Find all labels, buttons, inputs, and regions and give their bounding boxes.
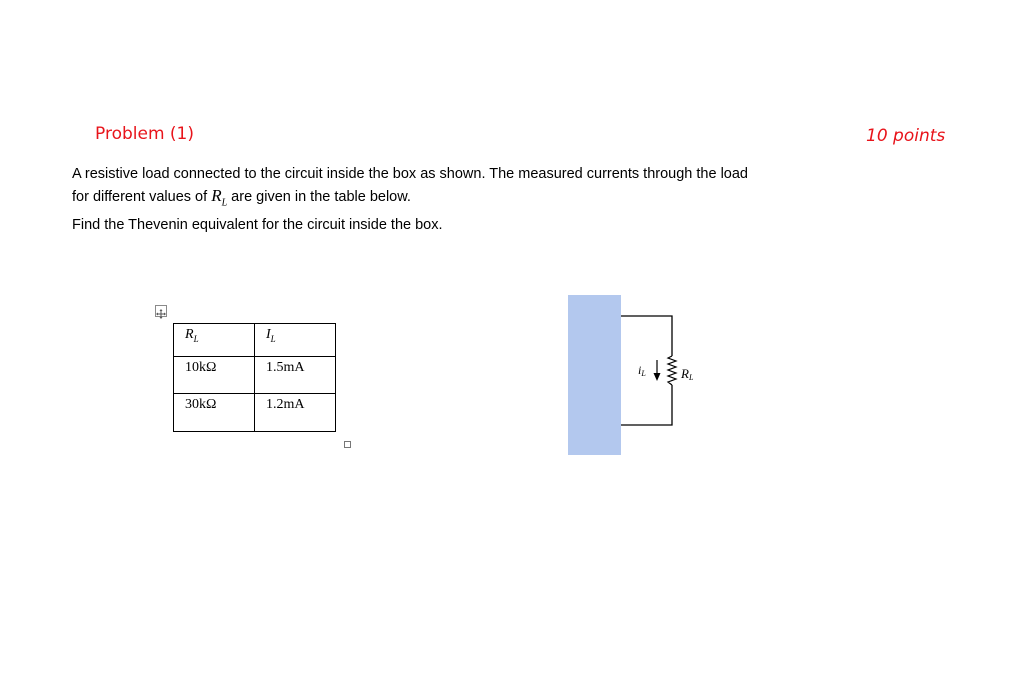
statement-line-2-post: are given in the table below. — [231, 189, 411, 205]
table-move-handle[interactable] — [155, 305, 167, 317]
move-icon — [156, 309, 166, 319]
top-wire — [621, 316, 672, 356]
points-label: 10 points — [866, 126, 946, 146]
data-table — [173, 323, 336, 432]
header-cell-il — [255, 324, 336, 357]
table-resize-handle[interactable] — [344, 441, 351, 448]
circuit-box — [568, 295, 621, 455]
rl-variable-main: R — [211, 186, 222, 205]
statement-line-2-pre: for different values of — [72, 189, 208, 205]
header-cell-rl — [174, 324, 255, 357]
statement-line-3: Find the Thevenin equivalent for the circuit inside the box. — [72, 217, 443, 234]
rl-variable-sub: L — [221, 197, 228, 209]
circuit-diagram — [560, 290, 720, 460]
problem-title: Problem (1) — [95, 124, 194, 144]
table-row — [174, 357, 336, 394]
header-rl-main: R — [185, 327, 194, 342]
current-arrow-icon — [654, 373, 661, 381]
statement-line-1: A resistive load connected to the circuit inside the box as shown. The measured currents through the load — [72, 166, 748, 182]
bottom-wire — [621, 385, 672, 425]
cell-rl: 10kΩ — [174, 357, 255, 394]
header-il-sub: L — [270, 333, 276, 344]
resistor-label: RL — [681, 366, 694, 382]
cell-rl: 30kΩ — [174, 394, 255, 432]
cell-il: 1.5mA — [255, 357, 336, 394]
table-header-row — [174, 324, 336, 357]
rl-variable — [211, 186, 228, 209]
current-label: iL — [638, 363, 646, 378]
problem-statement — [72, 163, 872, 236]
header-il-main: I — [266, 327, 271, 342]
statement-line-2 — [72, 185, 872, 214]
cell-il: 1.2mA — [255, 394, 336, 432]
table-row — [174, 394, 336, 432]
header-rl-sub: L — [193, 333, 199, 344]
resistor-icon — [668, 356, 676, 385]
